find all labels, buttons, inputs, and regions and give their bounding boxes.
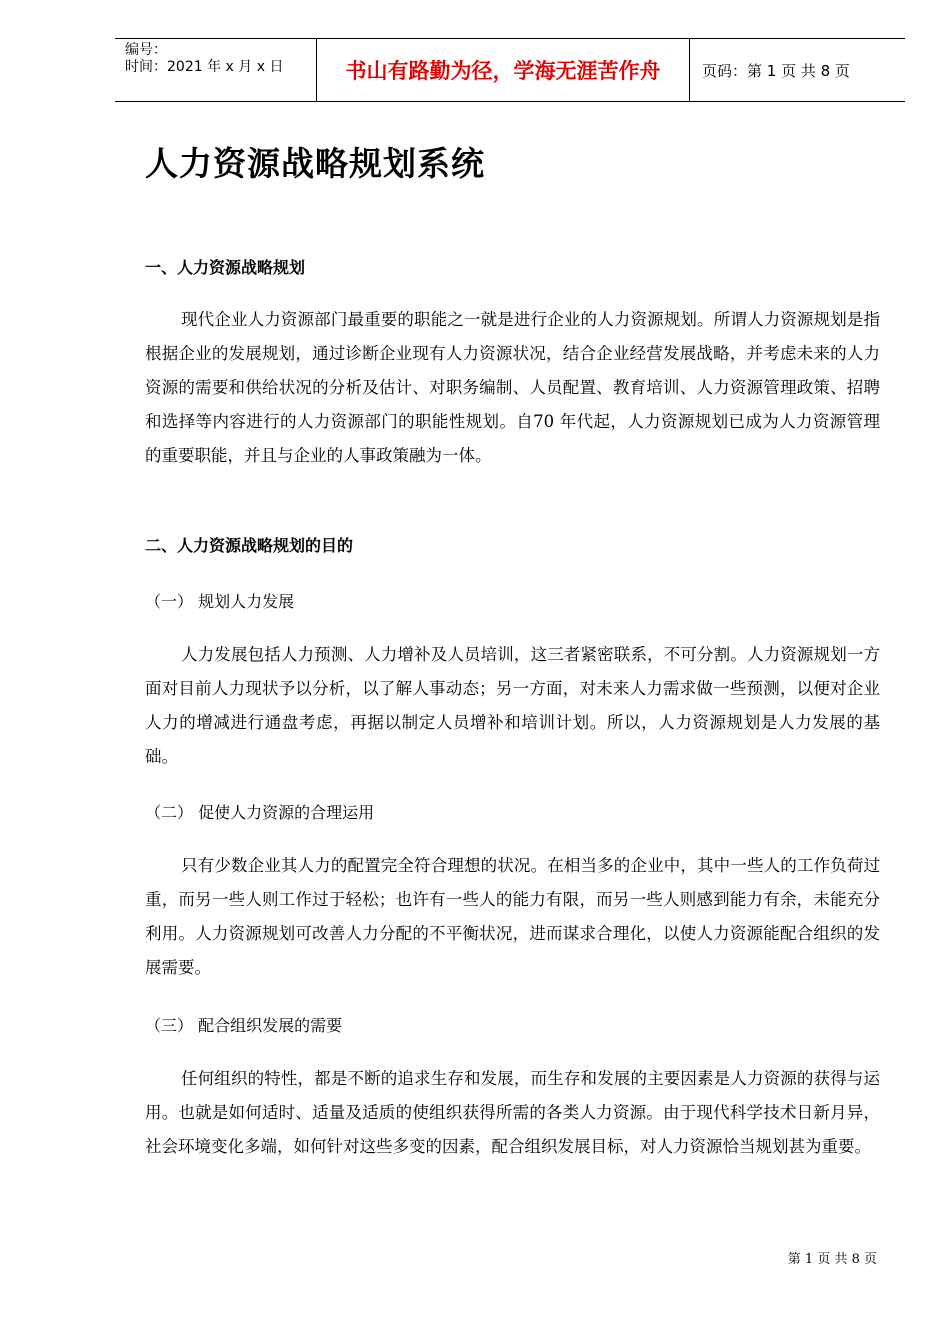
subsection-1-heading: （一） 规划人力发展 (145, 592, 295, 611)
header-page-number: 页码：第 1 页 共 8 页 (702, 61, 850, 80)
section-2-heading: 二、人力资源战略规划的目的 (145, 536, 354, 555)
document-header (115, 38, 905, 102)
document-date-label: 时间：2021 年 x 月 x 日 (125, 59, 284, 75)
subsection-2-heading: （二） 促使人力资源的合理运用 (145, 803, 375, 822)
subsection-3-paragraph: 任何组织的特性，都是不断的追求生存和发展，而生存和发展的主要因素是人力资源的获得与运用。也就是如何适时、适量及适质的使组织获得所需的各类人力资源。由于现代科学技术日新月异，社会环境变化多端，如何针对这些多变的因素，配合组织发展目标，对人力资源恰当规划甚为重要。 (145, 1069, 880, 1156)
page-footer: 第 1 页 共 8 页 (787, 1252, 877, 1267)
document-number-label: 编号： (125, 42, 167, 58)
header-motto: 书山有路勤为径，学海无涯苦作舟 (317, 39, 690, 101)
subsection-2-paragraph: 只有少数企业其人力的配置完全符合理想的状况。在相当多的企业中，其中一些人的工作负荷过重，而另一些人则工作过于轻松；也许有一些人的能力有限，而另一些人则感到能力有余，未能充分利用。人力资源规划可改善人力分配的不平衡状况，进而谋求合理化，以使人力资源能配合组织的发展需要。 (145, 856, 880, 977)
subsection-3-heading: （三） 配合组织发展的需要 (145, 1016, 343, 1035)
section-1-heading: 一、人力资源战略规划 (145, 258, 306, 277)
header-meta (115, 39, 317, 101)
section-1-paragraph: 现代企业人力资源部门最重要的职能之一就是进行企业的人力资源规划。所谓人力资源规划是指根据企业的发展规划，通过诊断企业现有人力资源状况，结合企业经营发展战略，并考虑未来的人力资源的需要和供给状况的分析及估计、对职务编制、人员配置、教育培训、人力资源管理政策、招聘和选择等内容进行的人力资源部门的职能性规划。自70 年代起，人力资源规划已成为人力资源管理的重要职能，并且与企业的人事政策融为一体。 (145, 310, 880, 465)
document-title: 人力资源战略规划系统 (145, 144, 485, 183)
subsection-1-paragraph: 人力发展包括人力预测、人力增补及人员培训，这三者紧密联系，不可分割。人力资源规划一方面对目前人力现状予以分析，以了解人事动态；另一方面，对未来人力需求做一些预测，以便对企业人力的增减进行通盘考虑，再据以制定人员增补和培训计划。所以，人力资源规划是人力发展的基础。 (145, 645, 880, 766)
